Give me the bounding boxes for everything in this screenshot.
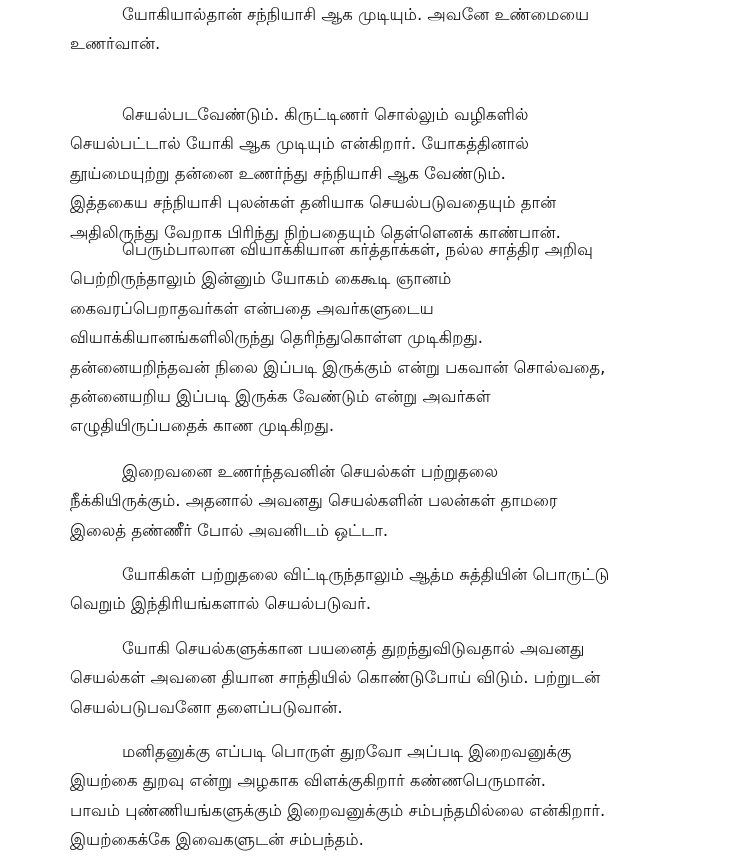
- text-line: செயல்கள் அவனை தியான சாந்தியில் கொண்டுபோய் விடும். பற்றுடன்: [70, 668, 601, 688]
- text-line: இலைத் தண்ணீர் போல் அவனிடம் ஒட்டா.: [70, 520, 389, 540]
- text-line: பாவம் புண்ணியங்களுக்கும் இறைவனுக்கும் சம்பந்தமில்லை என்கிறார்.: [70, 800, 606, 820]
- paragraph-2: [70, 100, 710, 247]
- text-line: உணர்வான்.: [70, 34, 161, 54]
- paragraph-6: [70, 634, 710, 722]
- text-line: செயல்படுபவனோ தளைப்படுவான்.: [70, 697, 343, 717]
- text-line: இயற்கை துறவு என்று அழகாக விளக்குகிறார் கண்ணபெருமான்.: [70, 771, 547, 791]
- text-line: யோகியால்தான் சந்நியாசி ஆக முடியும். அவனே உண்மையை: [122, 5, 590, 24]
- paragraph-1: [70, 0, 710, 59]
- text-line: இறைவனை உணர்ந்தவனின் செயல்கள் பற்றுதலை: [122, 462, 499, 481]
- paragraph-3: [70, 235, 710, 441]
- text-line: வெறும் இந்திரியங்களால் செயல்படுவர்.: [70, 594, 372, 614]
- text-line: வியாக்கியானங்களிலிருந்து தெரிந்துகொள்ள முடிகிறது.: [70, 328, 484, 348]
- paragraph-7: [70, 737, 710, 855]
- text-line: செயல்படவேண்டும். கிருட்டிணர் சொல்லும் வழிகளில்: [122, 105, 529, 124]
- text-line: அதிலிருந்து வேறாக பிரிந்து நிற்பதையும் தெள்ளெனக் காண்பான்.: [70, 222, 561, 242]
- paragraph-5: [70, 560, 710, 619]
- text-line: பெற்றிருந்தாலும் இன்னும் யோகம் கைகூடி ஞானம்: [70, 269, 452, 289]
- text-line: இத்தகைய சந்நியாசி புலன்கள் தனியாக செயல்படுவதையும் தான்: [70, 193, 557, 213]
- text-line: தன்னையறிய இப்படி இருக்க வேண்டும் என்று அவர்கள்: [70, 386, 491, 406]
- text-line: நீக்கியிருக்கும். அதனால் அவனது செயல்களின் பலன்கள் தாமரை: [70, 491, 558, 511]
- text-line: மனிதனுக்கு எப்படி பொருள் துறவோ அப்படி இறைவனுக்கு: [122, 742, 572, 761]
- text-line: செயல்பட்டால் யோகி ஆக முடியும் என்கிறார். யோகத்தினால்: [70, 134, 529, 154]
- paragraph-4: [70, 457, 710, 545]
- text-line: யோகிகள் பற்றுதலை விட்டிருந்தாலும் ஆத்ம சுத்தியின் பொருட்டு: [122, 565, 610, 584]
- text-line: பெரும்பாலான வியாக்கியான கர்த்தாக்கள், நல்ல சாத்திர அறிவு: [122, 240, 593, 259]
- text-line: இயற்கைக்கே இவைகளுடன் சம்பந்தம்.: [70, 830, 364, 850]
- text-line: யோகி செயல்களுக்கான பயனைத் துறந்துவிடுவதால் அவனது: [122, 639, 585, 658]
- text-line: தூய்மையுற்று தன்னை உணர்ந்து சந்நியாசி ஆக வேண்டும்.: [70, 163, 506, 183]
- text-line: எழுதியிருப்பதைக் காண முடிகிறது.: [70, 416, 335, 436]
- text-line: தன்னையறிந்தவன் நிலை இப்படி இருக்கும் என்று பகவான் சொல்வதை,: [70, 357, 606, 377]
- text-line: கைவரப்பெறாதவர்கள் என்பதை அவர்களுடைய: [70, 298, 434, 318]
